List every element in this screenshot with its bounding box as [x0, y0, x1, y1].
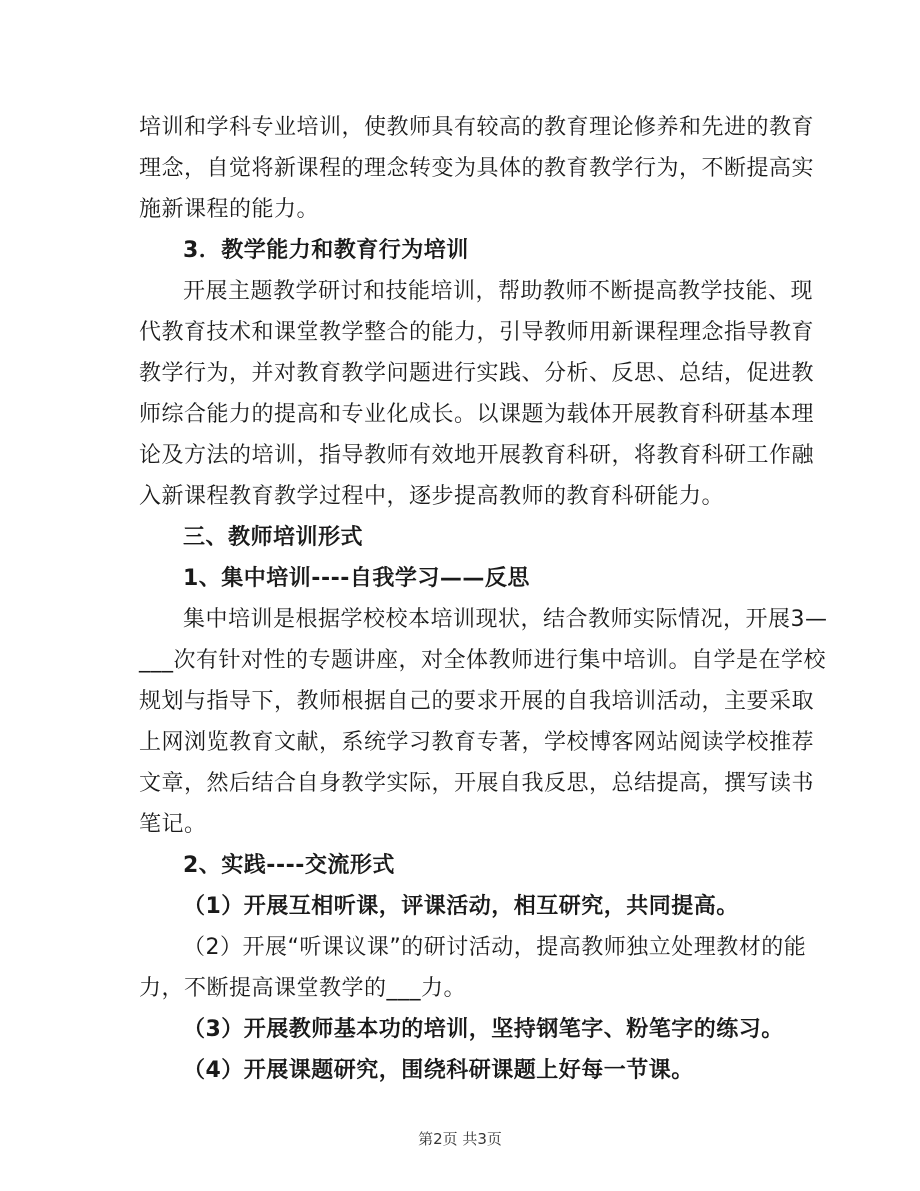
list-item: （2）开展“听课议课”的研讨活动，提高教师独立处理教材的能 — [183, 935, 807, 960]
page-number-footer: 第2页 共3页 — [418, 1130, 502, 1148]
paragraph-line: ___次有针对性的专题讲座，对全体教师进行集中培训。自学是在学校 — [139, 648, 827, 673]
paragraph-line: 开展主题教学研讨和技能培训，帮助教师不断提高教学技能、现 — [183, 279, 814, 304]
list-item: （4）开展课题研究，围绕科研课题上好每一节课。 — [183, 1058, 694, 1083]
subsection-heading: 2、实践----交流形式 — [183, 853, 395, 878]
list-item: （1）开展互相听课，评课活动，相互研究，共同提高。 — [183, 894, 739, 919]
paragraph-line: 入新课程教育教学过程中，逐步提高教师的教育科研能力。 — [139, 484, 725, 509]
list-item: （3）开展教师基本功的培训，坚持钢笔字、粉笔字的练习。 — [183, 1017, 784, 1042]
paragraph-line: 力，不断提高课堂教学的___力。 — [139, 976, 467, 1001]
paragraph-line: 集中培训是根据学校校本培训现状，结合教师实际情况，开展3— — [183, 607, 828, 632]
paragraph-line: 笔记。 — [139, 812, 207, 837]
subsection-heading: 1、集中培训----自我学习——反思 — [183, 566, 530, 591]
paragraph-line: 上网浏览教育文献，系统学习教育专著，学校博客网站阅读学校推荐 — [139, 730, 815, 755]
section-heading: 三、教师培训形式 — [183, 525, 364, 550]
paragraph-line: 理念，自觉将新课程的理念转变为具体的教育教学行为，不断提高实 — [139, 156, 815, 181]
paragraph-line: 教学行为，并对教育教学问题进行实践、分析、反思、总结，促进教 — [139, 361, 815, 386]
paragraph-line: 文章，然后结合自身教学实际，开展自我反思，总结提高，撰写读书 — [139, 771, 815, 796]
paragraph-line: 施新课程的能力。 — [139, 197, 320, 222]
paragraph-line: 代教育技术和课堂教学整合的能力，引导教师用新课程理念指导教育 — [139, 320, 815, 345]
paragraph-line: 论及方法的培训，指导教师有效地开展教育科研，将教育科研工作融 — [139, 443, 815, 468]
paragraph-line: 师综合能力的提高和专业化成长。以课题为载体开展教育科研基本理 — [139, 402, 815, 427]
paragraph-line: 培训和学科专业培训，使教师具有较高的教育理论修养和先进的教育 — [139, 115, 815, 140]
paragraph-line: 规划与指导下，教师根据自己的要求开展的自我培训活动，主要采取 — [139, 689, 815, 714]
section-heading: 3．教学能力和教育行为培训 — [183, 238, 469, 263]
